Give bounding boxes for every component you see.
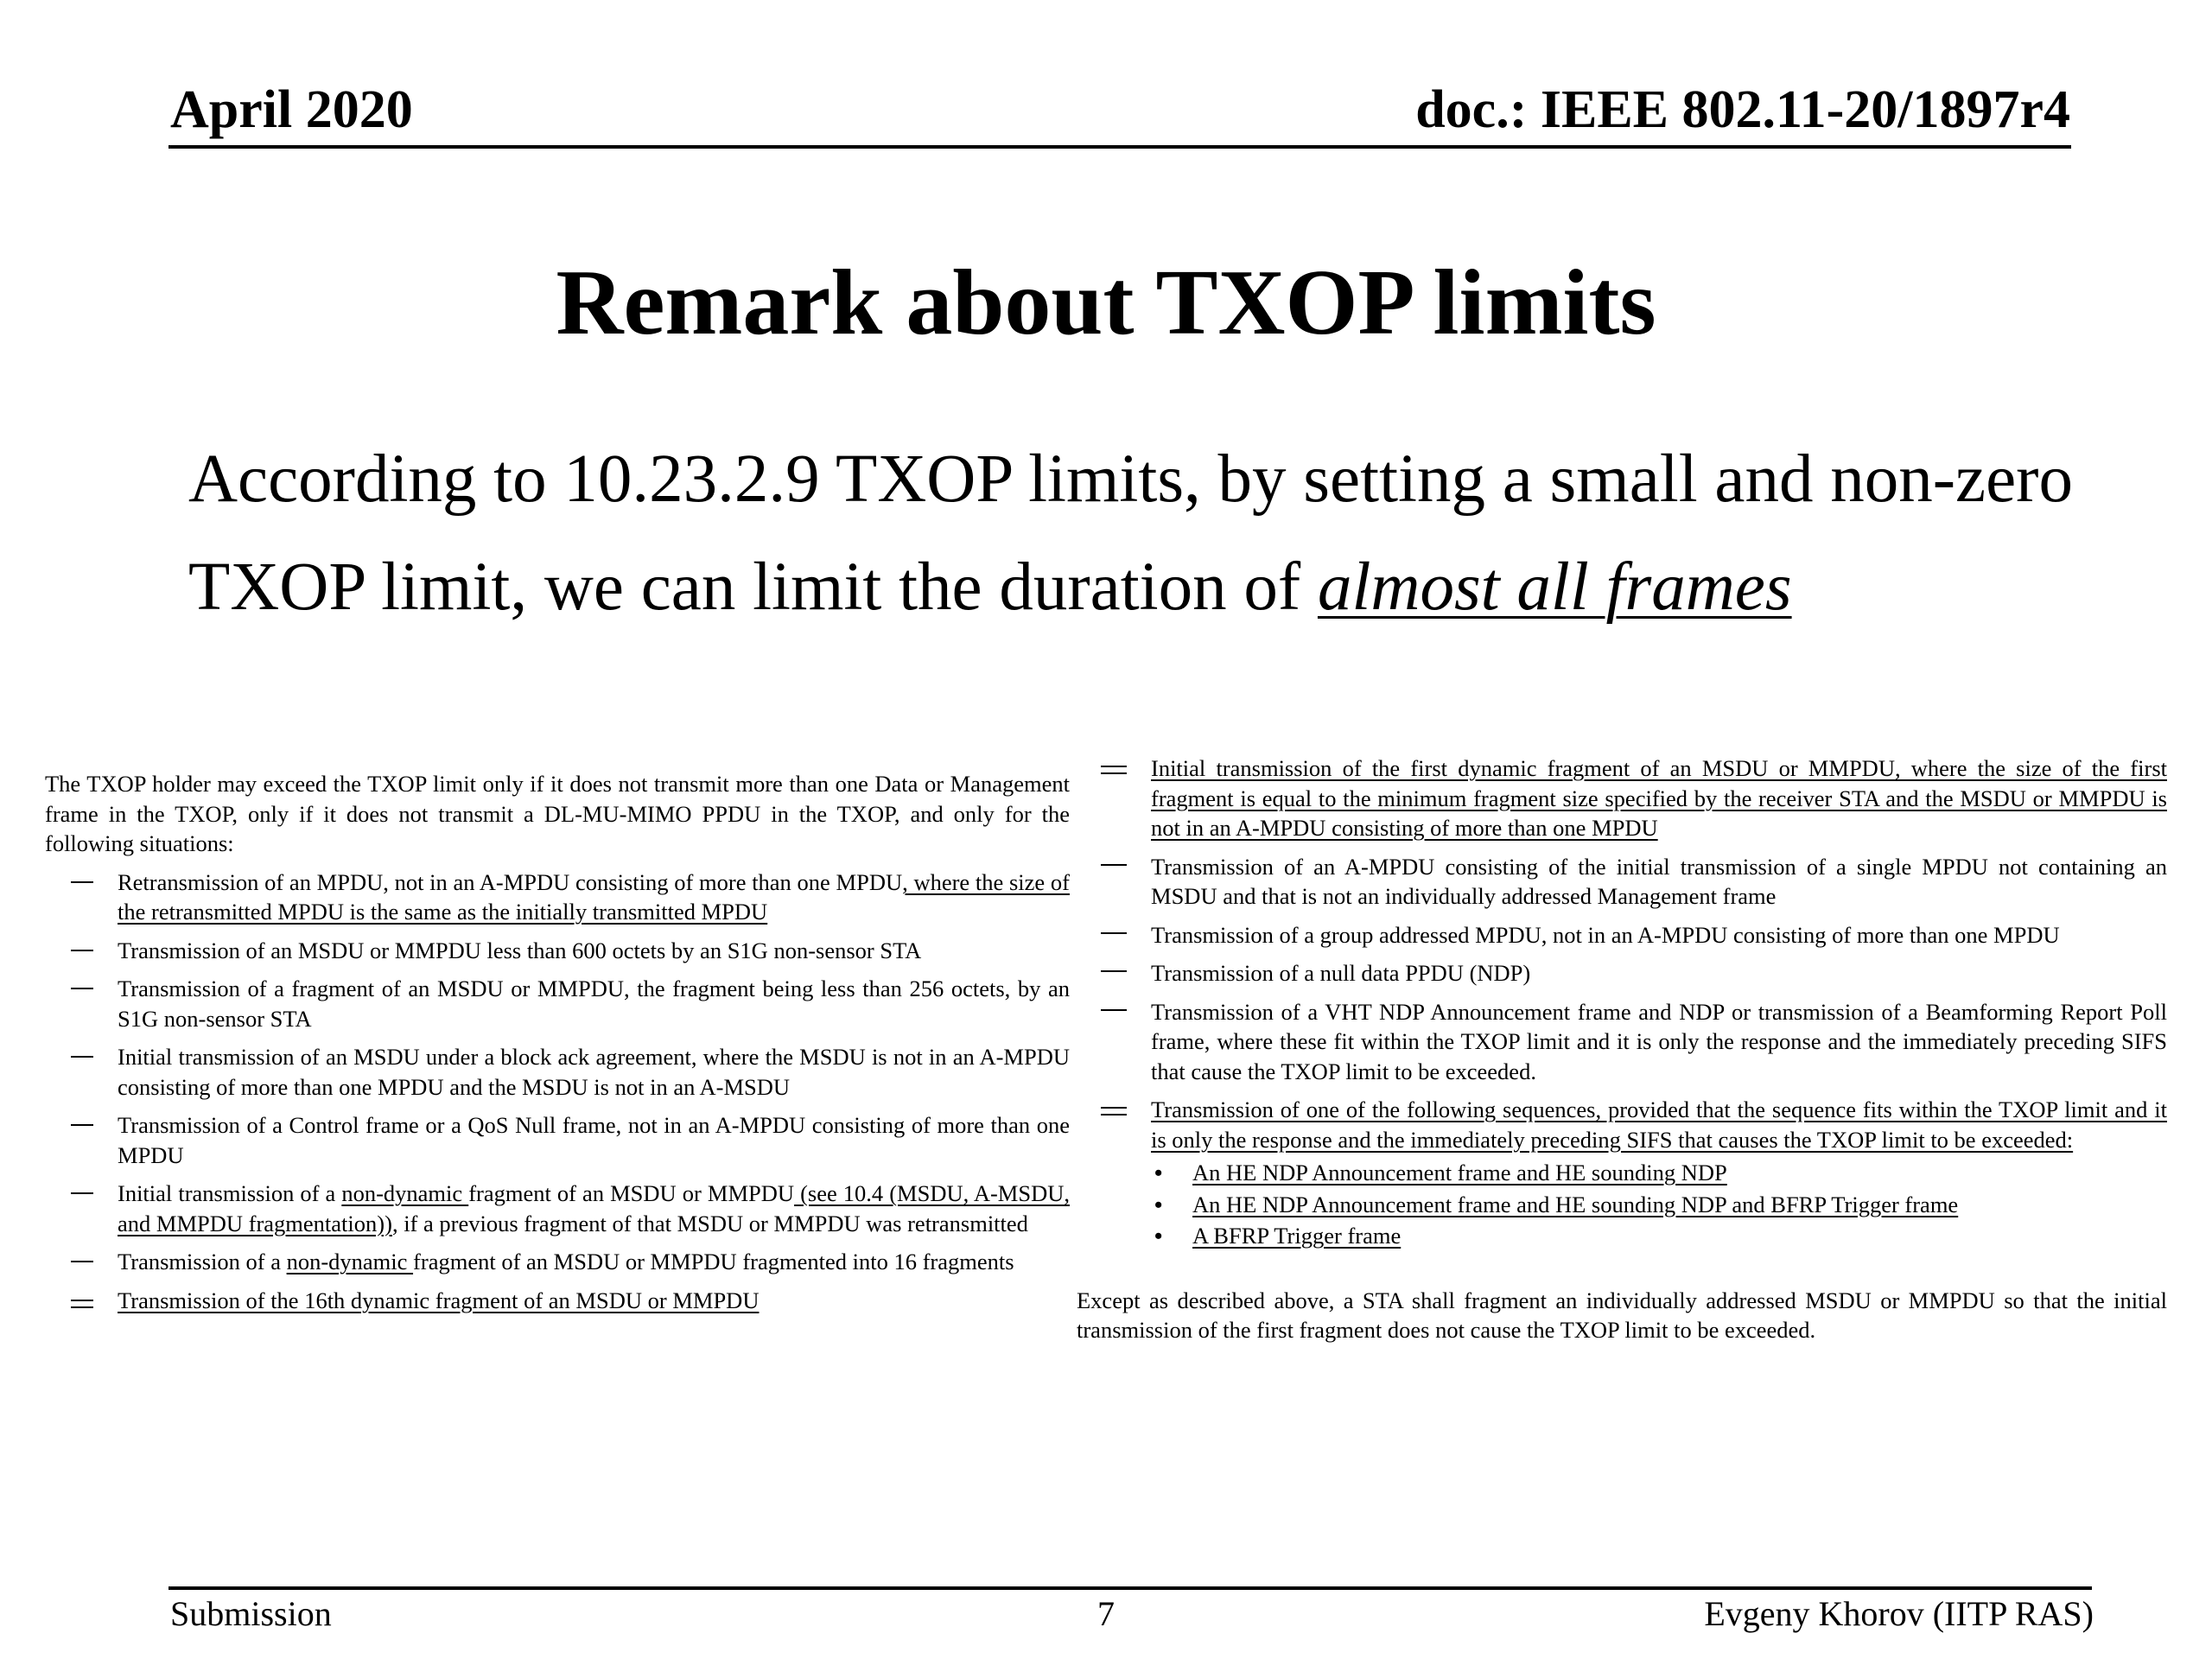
- dash-marker: [71, 1056, 93, 1058]
- footer-rule: [168, 1586, 2092, 1590]
- excerpt-list-item: [1077, 852, 2167, 912]
- dash-marker: [1101, 970, 1127, 972]
- underlined-text: Initial transmission of the first dynamic fragment of an MSDU or MMPDU, where the size of the first fragment is equal to the minimum fragment size specified by the receiver STA and the MSDU or MMPDU is not in an A-MPDU consisting of more than one MPDU: [1151, 755, 2167, 841]
- underlined-text: Transmission of the 16th dynamic fragment of an MSDU or MMPDU: [118, 1287, 760, 1313]
- inserted-dash-marker: [1101, 1107, 1127, 1109]
- inserted-dash-marker: [71, 1300, 93, 1301]
- lead-paragraph: [188, 425, 2089, 641]
- lead-text: According to 10.23.2.9 TXOP limits, by setting a small and non-zero TXOP limit, we can limit the duration of: [188, 442, 2073, 625]
- excerpt-list-item: [1077, 920, 2167, 950]
- excerpt-list-item: [1077, 997, 2167, 1087]
- footer-author: Evgeny Khorov (IITP RAS): [1704, 1594, 2094, 1633]
- excerpt-list-item: [45, 1247, 1070, 1277]
- lead-emphasis: almost all frames: [1317, 550, 1792, 625]
- excerpt-list-item: [1077, 1095, 2167, 1251]
- excerpt-list-item: [45, 936, 1070, 966]
- item-text: Transmission of a VHT NDP Announcement frame and NDP or transmission of a Beamforming Report Poll frame, where these fit within the TXOP limit and it is only the response and the immediately preceding SIFS that cause the TXOP limit to be exceeded.: [1151, 998, 2167, 1084]
- excerpt-left-column: [45, 769, 1070, 1324]
- slide-title: Remark about TXOP limits: [556, 251, 1656, 354]
- excerpt-list-item: [45, 1179, 1070, 1238]
- underlined-text: (see 10.4 (MSDU, A-MSDU, and MMPDU fragmentation)): [118, 1180, 1071, 1236]
- dash-marker: [1101, 864, 1127, 866]
- excerpt-list-item: [45, 868, 1070, 927]
- item-text: Transmission of a Control frame or a QoS Null frame, not in an A-MPDU consisting of more than one MPDU: [118, 1112, 1070, 1168]
- dash-marker: [71, 1124, 93, 1126]
- excerpt-list-item: [45, 1110, 1070, 1170]
- item-text: Transmission of an A-MPDU consisting of the initial transmission of a single MPDU not containing an MSDU and that is not an individually addressed Management frame: [1151, 853, 2167, 909]
- item-text: Retransmission of an MPDU, not in an A-MPDU consisting of more than one MPDU: [118, 868, 903, 895]
- item-text: Transmission of a fragment of an MSDU or MMPDU, the fragment being less than 256 octets, by an S1G non-sensor STA: [118, 976, 1070, 1032]
- bullet-icon: •: [1154, 1223, 1163, 1249]
- excerpt-right-list: [1077, 753, 2167, 1251]
- header-doc-id: doc.: IEEE 802.11-20/1897r4: [1415, 80, 2070, 139]
- underlined-text: non-dynamic: [286, 1249, 414, 1274]
- item-text: Transmission of a null data PPDU (NDP): [1151, 960, 1531, 986]
- sub-list-item: [1151, 1190, 2167, 1220]
- item-text: Initial transmission of an MSDU under a block ack agreement, where the MSDU is not in an A-MPDU consisting of more than one MPDU and the MSDU is not in an A-MSDU: [118, 1044, 1070, 1100]
- excerpt-intro: The TXOP holder may exceed the TXOP limit only if it does not transmit more than one Data or Management frame in the TXOP, only if it does not transmit a DL-MU-MIMO PPDU in the TXOP, and only for the following situations:: [45, 771, 1070, 856]
- sub-item-text: A BFRP Trigger frame: [1192, 1223, 1402, 1249]
- footer-submission: Submission: [170, 1594, 332, 1633]
- excerpt-list-item: [1077, 958, 2167, 988]
- sub-list-item: [1151, 1221, 2167, 1251]
- dash-marker: [71, 881, 93, 883]
- excerpt-list-item: [45, 1042, 1070, 1102]
- bullet-icon: •: [1154, 1191, 1163, 1217]
- underlined-text: , where the size of the retransmitted MPDU is the same as the initially transmitted MPDU: [118, 868, 1070, 925]
- item-text: fragment of an MSDU or MMPDU: [468, 1180, 795, 1206]
- dash-marker: [71, 988, 93, 989]
- underlined-text: Transmission of one of the following sequences, provided that the sequence fits within the TXOP limit and it is only the response and the immediately preceding SIFS that causes the TXOP limit to be exceeded:: [1151, 1096, 2167, 1153]
- excerpt-list-item: [1077, 753, 2167, 843]
- dash-marker: [1101, 932, 1127, 934]
- item-text: Transmission of a: [118, 1249, 287, 1274]
- excerpt-closing: Except as described above, a STA shall fragment an individually addressed MSDU or MMPDU so that the initial transmission of the first fragment does not cause the TXOP limit to be exceeded.: [1077, 1287, 2167, 1343]
- item-text: Transmission of an MSDU or MMPDU less than 600 octets by an S1G non-sensor STA: [118, 937, 922, 963]
- excerpt-list-item: [45, 974, 1070, 1033]
- sub-list-item: [1151, 1158, 2167, 1188]
- excerpt-right-column: [1077, 753, 2167, 1345]
- footer-page-number: 7: [1097, 1594, 1115, 1633]
- dash-marker: [71, 950, 93, 951]
- header-rule: [168, 145, 2071, 149]
- sub-item-text: An HE NDP Announcement frame and HE sounding NDP: [1192, 1160, 1727, 1185]
- header-date: April 2020: [170, 80, 413, 139]
- item-text: Initial transmission of a: [118, 1180, 342, 1206]
- bullet-icon: •: [1154, 1160, 1163, 1185]
- dash-marker: [71, 1192, 93, 1194]
- item-text: fragment of an MSDU or MMPDU fragmented into 16 fragments: [413, 1249, 1014, 1274]
- underlined-text: non-dynamic: [341, 1180, 469, 1206]
- sub-item-text: An HE NDP Announcement frame and HE sounding NDP and BFRP Trigger frame: [1192, 1191, 1959, 1217]
- excerpt-left-list: [45, 868, 1070, 1316]
- dash-marker: [1101, 1009, 1127, 1011]
- dash-marker: [71, 1261, 93, 1262]
- item-text: Transmission of a group addressed MPDU, not in an A-MPDU consisting of more than one MPDU: [1151, 921, 2060, 948]
- inserted-dash-marker: [1101, 766, 1127, 767]
- sub-list: [1151, 1158, 2167, 1251]
- item-text: , if a previous fragment of that MSDU or MMPDU was retransmitted: [391, 1210, 1028, 1236]
- excerpt-list-item: [45, 1286, 1070, 1316]
